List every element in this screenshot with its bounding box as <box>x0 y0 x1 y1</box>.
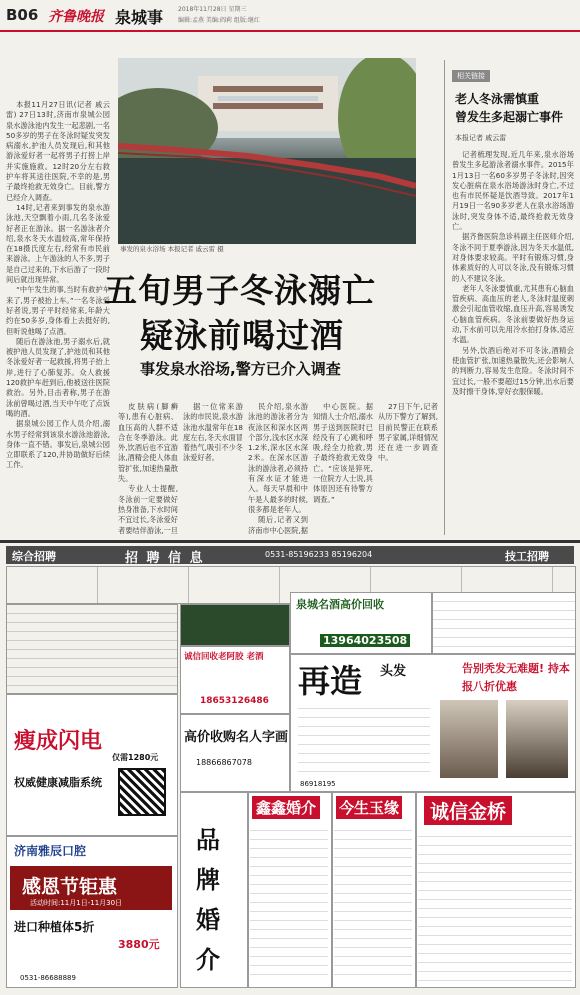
header-date: 2018年11月28日 星期三 <box>178 6 247 13</box>
hair-tagline: 告别秃发无难题! 持本报八折优惠 <box>462 662 570 693</box>
hair-subtitle: 头发 <box>380 664 407 679</box>
weight-loss-subtitle: 权威健康减脂系统 <box>14 776 102 789</box>
liquor-phone: 13964023508 <box>320 634 410 647</box>
photo-caption: 事发的泉水浴场 本报记者 戚云雷 摄 <box>120 245 224 253</box>
xinxin-list <box>250 822 328 982</box>
sidebar-divider <box>444 60 445 535</box>
thanks-date: 活动时间:11月1日-11月30日 <box>30 899 123 907</box>
calligraphy-title: 高价收购名人字画 <box>184 730 289 745</box>
weight-loss-title: 瘦成闪电 <box>14 729 103 754</box>
liquor-title: 泉城名酒高价回收 <box>296 598 384 611</box>
page-number: B06 <box>6 6 39 24</box>
sidebar-author: 本报记者 戚云雷 <box>455 134 507 142</box>
xinxin-title: 鑫鑫婚介 <box>252 796 320 819</box>
recycle-title: 诚信回收老阿胶 老酒 <box>184 652 264 662</box>
implant-title: 进口种植体5折 <box>14 920 95 934</box>
sidebar-title-2: 曾发生多起溺亡事件 <box>455 110 564 124</box>
hair-phone: 86918195 <box>300 780 336 788</box>
section-title: 泉城事 <box>115 8 164 27</box>
recruit-right-label: 技工招聘 <box>505 550 549 563</box>
paper-logo: 齐鲁晚报 <box>48 9 104 25</box>
article-column-5: 中心医院。据知情人士介绍,溺水男子送到医院时已经没有了心跳和呼吸,经全力抢救,男子最终抢救无效身亡。“应该是猝死,一位院方人士说,具体原因还有待警方调查。” <box>313 402 373 504</box>
article-column-3: 据一位常来游泳的市民说,泉水游泳池水温常年在18度左右,冬天水面冒着热气,吸引不少冬泳爱好者。 <box>183 402 243 463</box>
implant-price: 3880元 <box>118 938 160 951</box>
after-photo <box>506 700 568 778</box>
sidebar-tag: 相关链接 <box>452 70 490 82</box>
ads-separator <box>0 540 580 543</box>
before-photo <box>440 700 498 778</box>
thanks-title: 感恩节钜惠 <box>22 876 118 898</box>
jinsheng-title: 今生玉缘 <box>336 796 402 819</box>
bottom-phone: 0531-86688889 <box>20 974 76 982</box>
chengxin-list <box>418 828 572 982</box>
pool-scene-image <box>118 58 416 244</box>
right-ads <box>432 592 576 654</box>
chengxin-title: 诚信金桥 <box>424 796 512 825</box>
article-column-2: 皮肤病(脚癣等),患有心脏病、血压高的人群不适合在冬季游泳。此外,饮酒后也不宜游泳,酒精会使人体血管扩张,加速热量散失。 专业人士提醒,冬泳前一定要做好热身准备,下水时间不宜过长,冬泳爱好者要结伴游泳,一旦 <box>118 402 178 534</box>
article-column-6: 27日下午,记者从历下警方了解到,目前民警正在联系男子家属,详细情况还在进一步调查中。 <box>378 402 438 463</box>
dental-title: 济南雅辰口腔 <box>14 844 87 858</box>
sidebar-body: 记者梳理发现,近几年来,泉水浴场曾发生多起游泳者溺水事件。2015年1月13日一名60多岁男子冬泳时,因突发心脏病在泉水浴场游泳时身亡,不过也有市民怀疑是饮酒导致。2017年1月19日一名90多岁老人在泉水浴场游泳时,突发身体不适,最终抢救无效身亡。 据齐鲁医院急诊科副主任医师介绍,冬泳不同于夏季游泳,因为冬天水温低,对身体要求较高。平时有锻炼习惯,身体素质好的人可以冬泳,没有锻炼习惯的人不建议冬泳。 老年人冬泳要慎重,尤其患有心脑血管疾病、高血压的老人,冬泳时温度刺激会引起血管收缩,血压升高,容易诱发心脑血管疾病。冬泳前要做好热身运动,下水前可以先用冷水拍打身体,适应水温。 另外,饮酒后绝对不可冬泳,酒精会使血管扩张,加速热量散失,还会影响人的判断力,容易发生危险。冬泳时间不宜过长,一般不要超过15分钟,出水后要及时擦干身体,穿好衣服保暖。 <box>452 150 574 396</box>
calligraphy-phone: 18866867078 <box>196 758 252 767</box>
sidebar-title-1: 老人冬泳需慎重 <box>455 92 540 106</box>
article-column-4: 民介绍,泉水游泳池的游泳者分为夜泳区和深水区两个部分,浅水区水深1.2米,深水区水深2米。在深水区游泳的游泳者,必须持有深水证才能进入。每天早晨和中午是人最多的时候,很多都是老年人。 随后,记者又到济南市中心医院,据 <box>248 402 308 534</box>
hair-body-text <box>298 700 430 780</box>
headline-line-1: 五旬男子冬泳溺亡 <box>104 271 376 310</box>
classified-list <box>6 604 178 694</box>
brand-wedding-title: 品牌婚介 <box>196 825 220 974</box>
qr-code-icon <box>118 768 166 816</box>
recycle-phone: 18653126486 <box>200 696 269 706</box>
collect-ad-top <box>180 604 290 646</box>
article-photo <box>118 58 416 244</box>
subheadline: 事发泉水浴场,警方已介入调查 <box>140 360 341 378</box>
recruit-left-label: 综合招聘 <box>12 550 56 563</box>
weight-loss-price: 仅需1280元 <box>112 753 159 762</box>
jinsheng-list <box>334 822 412 982</box>
recruit-title: 招 聘 信 息 <box>125 551 205 566</box>
header-editors: 编辑:孟燕 美编:阎莉 组版:继红 <box>178 17 260 24</box>
headline-line-2: 疑泳前喝过酒 <box>140 316 344 355</box>
article-column-1: 本报11月27日讯(记者 戚云雷) 27日13时,济南市泉城公园泉水游泳池内发生一起悲剧,一名50多岁的男子在冬泳时疑发突发病溺水,护池人员发现后,和其他游泳爱好者一起将男子打捞上岸并实施施救。12时20分左右救护车将其送往医院,不幸的是,男子最终抢救无效身亡。目前,警方已经介入调查。 14时,记者来到事发的泉水游泳池,天空飘着小雨,几名冬泳爱好者正在游泳。据一名游泳者介绍,泉水冬天水温较高,常年保持在18摄氏度左右,经常有市民前来游泳。上午游泳的人不多,男子是自己过来的,下水后游了一段时间后就出现异常。 “中午发生的事,当时有救护车来了,男子被抬上车。”一名冬泳爱好者说,男子平时经常来,年龄大约在50多岁,身体看上去挺好的,但听说他喝了点酒。 随后在游泳池,男子溺水后,就被护池人员发现了,护池员和其他冬泳爱好者一起救援,将男子抬上岸,进行了心肺复苏。众人救援120救护车赶到后,他被送往医院救治。另外,目击者称,男子在游泳前曾喝过酒,当天中午吃了点饭喝的酒。 据泉城公园工作人员介绍,溺水男子经常到该泉水游泳池游泳,身体一直不错。事发后,泉城公园立即联系了120,并协助做好后续工作。 <box>6 100 110 470</box>
hair-title: 再造 <box>298 662 363 700</box>
recruit-phone: 0531-85196233 85196204 <box>265 550 373 559</box>
